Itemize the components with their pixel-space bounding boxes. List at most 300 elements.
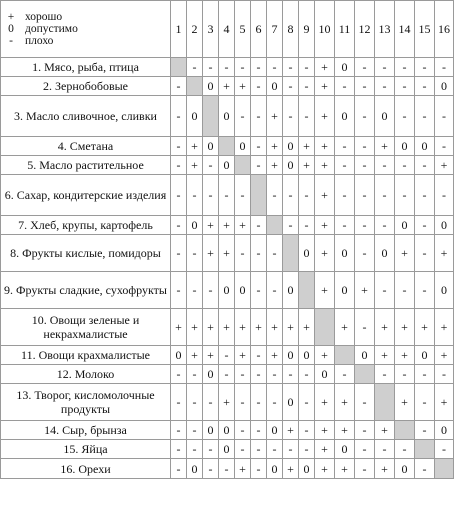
compatibility-cell: 0 — [219, 96, 235, 137]
compatibility-cell: - — [251, 346, 267, 365]
compatibility-cell: + — [187, 309, 203, 346]
compatibility-cell: + — [267, 137, 283, 156]
compatibility-cell: - — [203, 156, 219, 175]
compatibility-cell: - — [171, 216, 187, 235]
compatibility-cell: - — [235, 440, 251, 459]
compatibility-cell: + — [315, 235, 335, 272]
compatibility-cell: - — [283, 77, 299, 96]
compatibility-cell: - — [355, 216, 375, 235]
compatibility-cell: - — [395, 440, 415, 459]
compatibility-cell: + — [415, 309, 435, 346]
compatibility-cell: - — [415, 272, 435, 309]
compatibility-cell: - — [251, 216, 267, 235]
compatibility-cell: - — [435, 365, 454, 384]
table-row — [1, 137, 454, 156]
compatibility-cell: - — [283, 440, 299, 459]
compatibility-cell: - — [415, 216, 435, 235]
compatibility-cell: - — [251, 58, 267, 77]
compatibility-cell: - — [299, 96, 315, 137]
compatibility-cell: - — [187, 272, 203, 309]
compatibility-cell: - — [187, 58, 203, 77]
compatibility-cell: - — [299, 77, 315, 96]
row-label: 15. Яйца — [1, 440, 171, 459]
compatibility-cell: + — [267, 309, 283, 346]
compatibility-cell: - — [435, 137, 454, 156]
column-header: 16 — [435, 1, 454, 58]
compatibility-cell: - — [187, 440, 203, 459]
compatibility-cell: 0 — [267, 77, 283, 96]
compatibility-cell: + — [375, 346, 395, 365]
compatibility-cell: - — [355, 96, 375, 137]
compatibility-cell: 0 — [187, 459, 203, 479]
row-label: 12. Молоко — [1, 365, 171, 384]
compatibility-cell: 0 — [415, 137, 435, 156]
table-row — [1, 235, 454, 272]
legend-text: допустимо — [25, 23, 78, 35]
compatibility-cell: - — [251, 384, 267, 421]
diagonal-cell — [251, 175, 267, 216]
compatibility-cell: 0 — [219, 156, 235, 175]
compatibility-cell: 0 — [187, 96, 203, 137]
row-label: 10. Овощи зеленые и некрахмалистые — [1, 309, 171, 346]
compatibility-cell: - — [355, 58, 375, 77]
compatibility-cell: - — [203, 272, 219, 309]
table-row — [1, 459, 454, 479]
compatibility-cell: 0 — [203, 421, 219, 440]
legend-text: хорошо — [25, 11, 63, 23]
column-header: 13 — [375, 1, 395, 58]
compatibility-cell: - — [203, 58, 219, 77]
legend-item-acceptable — [1, 23, 170, 35]
compatibility-cell: + — [235, 77, 251, 96]
compatibility-cell: 0 — [267, 421, 283, 440]
compatibility-cell: + — [435, 309, 454, 346]
compatibility-cell: + — [187, 346, 203, 365]
compatibility-cell: 0 — [283, 137, 299, 156]
compatibility-cell: 0 — [355, 346, 375, 365]
compatibility-cell: + — [235, 216, 251, 235]
compatibility-cell: + — [283, 421, 299, 440]
compatibility-cell: - — [355, 459, 375, 479]
compatibility-cell: + — [335, 384, 355, 421]
row-label: 2. Зернобобовые — [1, 77, 171, 96]
compatibility-cell: 0 — [267, 459, 283, 479]
compatibility-cell: - — [335, 156, 355, 175]
legend — [1, 1, 171, 58]
compatibility-cell: 0 — [203, 365, 219, 384]
compatibility-cell: - — [355, 137, 375, 156]
compatibility-cell: + — [203, 346, 219, 365]
compatibility-cell: + — [395, 346, 415, 365]
compatibility-cell: 0 — [219, 421, 235, 440]
compatibility-cell: - — [235, 175, 251, 216]
compatibility-cell: - — [395, 156, 415, 175]
row-label: 3. Масло сливочное, сливки — [1, 96, 171, 137]
compatibility-cell: - — [251, 235, 267, 272]
compatibility-cell: 0 — [435, 421, 454, 440]
table-row — [1, 346, 454, 365]
compatibility-cell: 0 — [395, 137, 415, 156]
compatibility-cell: + — [315, 58, 335, 77]
compatibility-cell: + — [315, 346, 335, 365]
compatibility-cell: 0 — [283, 346, 299, 365]
row-label: 16. Орехи — [1, 459, 171, 479]
compatibility-cell: - — [235, 58, 251, 77]
compatibility-cell: - — [395, 272, 415, 309]
compatibility-cell: - — [355, 156, 375, 175]
compatibility-cell: - — [267, 384, 283, 421]
compatibility-cell: - — [235, 235, 251, 272]
compatibility-cell: - — [415, 156, 435, 175]
legend-item-bad — [1, 35, 170, 47]
compatibility-cell: - — [171, 272, 187, 309]
compatibility-cell: - — [335, 77, 355, 96]
compatibility-cell: - — [299, 384, 315, 421]
compatibility-cell: + — [251, 309, 267, 346]
diagonal-cell — [219, 137, 235, 156]
compatibility-cell: - — [171, 96, 187, 137]
compatibility-cell: - — [235, 365, 251, 384]
compatibility-cell: - — [355, 175, 375, 216]
compatibility-cell: - — [355, 384, 375, 421]
row-label: 8. Фрукты кислые, помидоры — [1, 235, 171, 272]
compatibility-cell: - — [283, 58, 299, 77]
row-label: 14. Сыр, брынза — [1, 421, 171, 440]
compatibility-cell: - — [171, 384, 187, 421]
compatibility-cell: - — [251, 421, 267, 440]
diagonal-cell — [355, 365, 375, 384]
compatibility-cell: - — [335, 175, 355, 216]
column-header: 15 — [415, 1, 435, 58]
compatibility-cell: 0 — [171, 346, 187, 365]
compatibility-cell: - — [171, 440, 187, 459]
compatibility-cell: + — [315, 96, 335, 137]
column-header: 7 — [267, 1, 283, 58]
compatibility-cell: 0 — [335, 58, 355, 77]
compatibility-cell: 0 — [375, 235, 395, 272]
compatibility-cell: - — [355, 309, 375, 346]
compatibility-cell: - — [283, 175, 299, 216]
column-header: 6 — [251, 1, 267, 58]
compatibility-cell: 0 — [435, 216, 454, 235]
compatibility-cell: - — [395, 96, 415, 137]
table-row — [1, 384, 454, 421]
compatibility-cell: 0 — [315, 365, 335, 384]
compatibility-cell: - — [283, 96, 299, 137]
compatibility-cell: - — [415, 235, 435, 272]
compatibility-cell: - — [415, 96, 435, 137]
compatibility-cell: 0 — [435, 77, 454, 96]
compatibility-cell: + — [395, 384, 415, 421]
compatibility-cell: - — [415, 77, 435, 96]
compatibility-cell: - — [267, 175, 283, 216]
legend-item-good — [1, 11, 170, 23]
compatibility-cell: - — [251, 137, 267, 156]
diagonal-cell — [203, 96, 219, 137]
compatibility-cell: - — [235, 384, 251, 421]
compatibility-cell: - — [251, 96, 267, 137]
compatibility-cell: - — [299, 58, 315, 77]
compatibility-cell: + — [187, 156, 203, 175]
compatibility-cell: - — [203, 440, 219, 459]
compatibility-cell: + — [375, 137, 395, 156]
row-label: 1. Мясо, рыба, птица — [1, 58, 171, 77]
table-row — [1, 440, 454, 459]
diagonal-cell — [171, 58, 187, 77]
compatibility-cell: - — [171, 459, 187, 479]
compatibility-cell: 0 — [235, 137, 251, 156]
compatibility-cell: - — [375, 77, 395, 96]
compatibility-cell: + — [335, 309, 355, 346]
diagonal-cell — [267, 216, 283, 235]
compatibility-cell: + — [267, 96, 283, 137]
compatibility-cell: - — [415, 175, 435, 216]
compatibility-cell: - — [375, 216, 395, 235]
column-header: 5 — [235, 1, 251, 58]
compatibility-cell: - — [415, 421, 435, 440]
compatibility-cell: - — [435, 96, 454, 137]
compatibility-cell: - — [435, 58, 454, 77]
compatibility-cell: + — [267, 346, 283, 365]
column-header: 2 — [187, 1, 203, 58]
compatibility-cell: + — [355, 272, 375, 309]
compatibility-cell: + — [219, 384, 235, 421]
table-row — [1, 216, 454, 235]
compatibility-cell: - — [187, 175, 203, 216]
column-header: 9 — [299, 1, 315, 58]
compatibility-cell: - — [375, 58, 395, 77]
compatibility-cell: + — [435, 346, 454, 365]
compatibility-cell: + — [335, 459, 355, 479]
compatibility-cell: + — [435, 156, 454, 175]
compatibility-cell: + — [315, 137, 335, 156]
compatibility-cell: 0 — [435, 272, 454, 309]
compatibility-cell: + — [395, 235, 415, 272]
compatibility-cell: 0 — [395, 216, 415, 235]
compatibility-cell: - — [171, 156, 187, 175]
column-header: 4 — [219, 1, 235, 58]
table-row — [1, 156, 454, 175]
compatibility-cell: - — [267, 272, 283, 309]
compatibility-cell: + — [267, 156, 283, 175]
column-header: 14 — [395, 1, 415, 58]
compatibility-cell: - — [171, 175, 187, 216]
compatibility-cell: - — [299, 421, 315, 440]
compatibility-cell: - — [171, 421, 187, 440]
compatibility-cell: - — [395, 58, 415, 77]
column-header: 8 — [283, 1, 299, 58]
row-label: 4. Сметана — [1, 137, 171, 156]
compatibility-cell: - — [251, 77, 267, 96]
compatibility-cell: + — [335, 421, 355, 440]
compatibility-cell: + — [315, 421, 335, 440]
compatibility-cell: - — [203, 384, 219, 421]
compatibility-cell: - — [267, 235, 283, 272]
compatibility-cell: + — [219, 77, 235, 96]
compatibility-cell: 0 — [203, 77, 219, 96]
diagonal-cell — [283, 235, 299, 272]
column-header: 10 — [315, 1, 335, 58]
compatibility-cell: + — [315, 440, 335, 459]
compatibility-cell: - — [219, 365, 235, 384]
compatibility-cell: + — [395, 309, 415, 346]
table-row — [1, 96, 454, 137]
compatibility-cell: - — [187, 384, 203, 421]
row-label: 9. Фрукты сладкие, сухофрукты — [1, 272, 171, 309]
compatibility-cell: - — [299, 365, 315, 384]
column-header: 3 — [203, 1, 219, 58]
compatibility-cell: - — [299, 175, 315, 216]
compatibility-cell: - — [219, 175, 235, 216]
table-row — [1, 58, 454, 77]
diagonal-cell — [299, 272, 315, 309]
compatibility-cell: - — [171, 235, 187, 272]
compatibility-cell: 0 — [299, 235, 315, 272]
compatibility-cell: 0 — [335, 96, 355, 137]
compatibility-cell: 0 — [219, 440, 235, 459]
compatibility-cell: - — [267, 58, 283, 77]
compatibility-cell: - — [355, 235, 375, 272]
table-row — [1, 272, 454, 309]
compatibility-cell: + — [219, 216, 235, 235]
compatibility-cell: + — [375, 459, 395, 479]
compatibility-cell: - — [395, 77, 415, 96]
column-header: 11 — [335, 1, 355, 58]
compatibility-cell: - — [415, 365, 435, 384]
compatibility-cell: - — [375, 156, 395, 175]
legend-symbol: + — [7, 11, 15, 23]
compatibility-cell: - — [235, 421, 251, 440]
compatibility-cell: - — [375, 440, 395, 459]
compatibility-cell: - — [187, 421, 203, 440]
compatibility-cell: - — [219, 58, 235, 77]
compatibility-cell: - — [203, 459, 219, 479]
compatibility-cell: + — [235, 309, 251, 346]
diagonal-cell — [435, 459, 454, 479]
compatibility-cell: + — [219, 235, 235, 272]
compatibility-cell: + — [235, 459, 251, 479]
compatibility-cell: + — [315, 216, 335, 235]
compatibility-cell: - — [355, 440, 375, 459]
compatibility-cell: 0 — [415, 346, 435, 365]
compatibility-cell: - — [219, 459, 235, 479]
compatibility-cell: - — [187, 365, 203, 384]
compatibility-cell: - — [415, 384, 435, 421]
compatibility-cell: - — [395, 365, 415, 384]
legend-text: плохо — [25, 35, 54, 47]
compatibility-cell: - — [251, 459, 267, 479]
compatibility-cell: - — [187, 235, 203, 272]
compatibility-cell: - — [375, 175, 395, 216]
compatibility-cell: - — [267, 365, 283, 384]
compatibility-cell: 0 — [283, 156, 299, 175]
table-row — [1, 309, 454, 346]
compatibility-cell: - — [299, 440, 315, 459]
compatibility-cell: 0 — [235, 272, 251, 309]
compatibility-cell: - — [219, 346, 235, 365]
compatibility-cell: 0 — [395, 459, 415, 479]
compatibility-cell: - — [395, 175, 415, 216]
compatibility-cell: + — [315, 156, 335, 175]
compatibility-cell: + — [203, 235, 219, 272]
compatibility-cell: + — [315, 459, 335, 479]
legend-symbol: 0 — [8, 23, 14, 35]
compatibility-cell: - — [335, 216, 355, 235]
row-label: 6. Сахар, кондитерские изделия — [1, 175, 171, 216]
compatibility-cell: - — [283, 365, 299, 384]
compatibility-cell: 0 — [283, 272, 299, 309]
compatibility-cell: - — [435, 440, 454, 459]
compatibility-cell: - — [171, 77, 187, 96]
diagonal-cell — [335, 346, 355, 365]
compatibility-cell: + — [203, 309, 219, 346]
compatibility-cell: - — [299, 216, 315, 235]
compatibility-cell: + — [435, 384, 454, 421]
compatibility-cell: - — [283, 216, 299, 235]
compatibility-cell: - — [415, 58, 435, 77]
diagonal-cell — [235, 156, 251, 175]
compatibility-cell: - — [355, 421, 375, 440]
compatibility-cell: - — [203, 175, 219, 216]
column-header: 1 — [171, 1, 187, 58]
compatibility-cell: 0 — [299, 346, 315, 365]
legend-symbol: - — [9, 35, 13, 47]
table-row — [1, 365, 454, 384]
compatibility-cell: 0 — [219, 272, 235, 309]
compatibility-cell: - — [375, 365, 395, 384]
compatibility-cell: 0 — [335, 235, 355, 272]
row-label: 13. Творог, кисломолочные продукты — [1, 384, 171, 421]
diagonal-cell — [315, 309, 335, 346]
diagonal-cell — [187, 77, 203, 96]
diagonal-cell — [415, 440, 435, 459]
compatibility-cell: - — [267, 440, 283, 459]
table-row — [1, 421, 454, 440]
compatibility-cell: + — [219, 309, 235, 346]
row-label: 7. Хлеб, крупы, картофель — [1, 216, 171, 235]
compatibility-cell: 0 — [375, 96, 395, 137]
compatibility-cell: 0 — [335, 440, 355, 459]
compatibility-cell: - — [171, 365, 187, 384]
compatibility-cell: + — [283, 309, 299, 346]
diagonal-cell — [375, 384, 395, 421]
compatibility-cell: 0 — [299, 459, 315, 479]
row-label: 5. Масло растительное — [1, 156, 171, 175]
diagonal-cell — [395, 421, 415, 440]
compatibility-cell: - — [415, 459, 435, 479]
compatibility-cell: - — [251, 272, 267, 309]
compatibility-cell: - — [435, 175, 454, 216]
compatibility-cell: + — [203, 216, 219, 235]
compatibility-cell: + — [235, 346, 251, 365]
compatibility-cell: - — [171, 137, 187, 156]
compatibility-cell: + — [315, 77, 335, 96]
compatibility-cell: + — [171, 309, 187, 346]
compatibility-cell: - — [251, 156, 267, 175]
compatibility-cell: 0 — [203, 137, 219, 156]
compatibility-cell: - — [251, 440, 267, 459]
compatibility-cell: - — [355, 77, 375, 96]
table-row — [1, 175, 454, 216]
header-row — [1, 1, 454, 58]
compatibility-cell: - — [235, 96, 251, 137]
compatibility-cell: 0 — [187, 216, 203, 235]
compatibility-cell: + — [283, 459, 299, 479]
compatibility-cell: + — [315, 175, 335, 216]
compatibility-cell: 0 — [335, 272, 355, 309]
compatibility-cell: 0 — [283, 384, 299, 421]
compatibility-cell: + — [315, 384, 335, 421]
